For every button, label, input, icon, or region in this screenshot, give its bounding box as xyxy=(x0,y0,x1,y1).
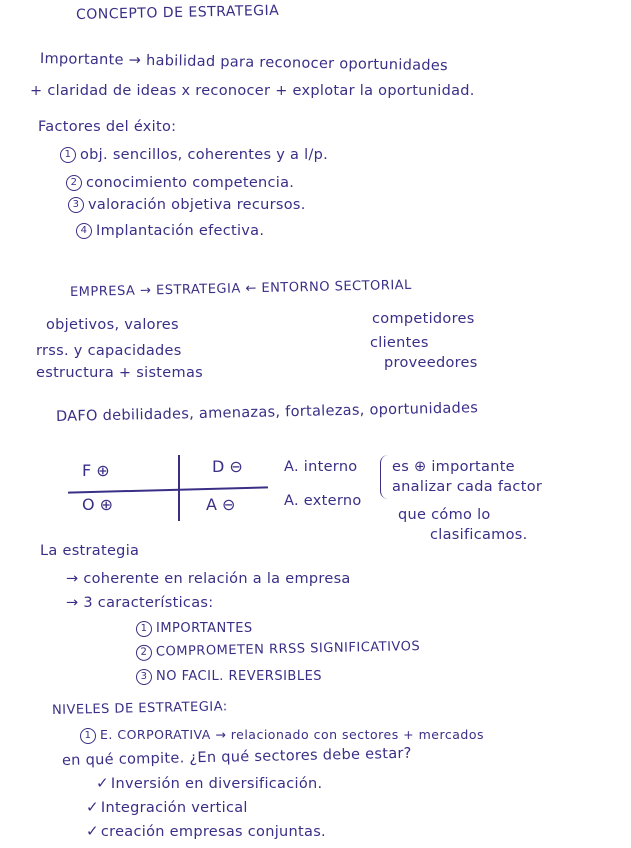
check-item-1 xyxy=(96,774,322,793)
empresa-left-2: rrss. y capacidades xyxy=(36,343,182,359)
dafo-cell-fortalezas: F ⊕ xyxy=(82,461,110,480)
factor-item-2 xyxy=(66,174,294,192)
dafo-vertical-line xyxy=(178,455,180,521)
number-circle-icon: 1 xyxy=(60,147,76,163)
empresa-right-1: competidores xyxy=(372,311,475,327)
niveles-item-text: E. CORPORATIVA → relacionado con sectores + mercados xyxy=(100,727,484,742)
factor-text: Implantación efectiva. xyxy=(96,223,265,239)
checkmark-icon: ✓ xyxy=(96,774,109,792)
dafo-note-3: que cómo lo xyxy=(398,507,491,523)
check-item-3 xyxy=(86,822,326,841)
factor-item-4 xyxy=(76,222,264,240)
dafo-cell-oportunidades: O ⊕ xyxy=(82,495,114,514)
empresa-header: EMPRESA → ESTRATEGIA ← ENTORNO SECTORIAL xyxy=(69,277,412,300)
factor-item-1 xyxy=(60,146,328,164)
empresa-left-3: estructura + sistemas xyxy=(36,365,203,381)
factor-text: conocimiento competencia. xyxy=(86,175,295,191)
check-text: Integración vertical xyxy=(100,800,248,816)
check-text: creación empresas conjuntas. xyxy=(100,824,326,840)
factor-text: obj. sencillos, coherentes y a l/p. xyxy=(80,147,329,163)
checkmark-icon: ✓ xyxy=(86,798,99,816)
page-title: CONCEPTO DE ESTRATEGIA xyxy=(75,2,280,23)
number-circle-icon: 1 xyxy=(136,621,152,637)
empresa-right-2: clientes xyxy=(370,335,429,351)
dafo-note-4: clasificamos. xyxy=(430,527,528,543)
estrategia-item-3 xyxy=(136,668,322,686)
dafo-interno-label: A. interno xyxy=(284,459,358,475)
intro-line-2: + claridad de ideas x reconocer + explotar la oportunidad. xyxy=(30,83,475,99)
number-circle-icon: 3 xyxy=(68,197,84,213)
estrategia-item-2 xyxy=(136,638,421,662)
number-circle-icon: 2 xyxy=(66,175,82,191)
estrategia-heading: La estrategia xyxy=(40,543,140,559)
number-circle-icon: 4 xyxy=(76,223,92,239)
dafo-horizontal-line xyxy=(68,486,268,493)
number-circle-icon: 1 xyxy=(80,728,96,744)
niveles-item-1 xyxy=(80,726,484,744)
dafo-externo-label: A. externo xyxy=(284,493,362,509)
empresa-left-1: objetivos, valores xyxy=(46,317,179,333)
estrategia-line-1: → coherente en relación a la empresa xyxy=(66,571,351,587)
estrategia-item-1 xyxy=(136,620,253,638)
dafo-cell-amenazas: A ⊖ xyxy=(206,495,236,514)
check-item-2 xyxy=(86,798,248,817)
factors-heading: Factores del éxito: xyxy=(38,119,177,135)
check-text: Inversión en diversificación. xyxy=(110,776,323,792)
intro-line-1: Importante → habilidad para reconocer oportunidades xyxy=(39,51,449,75)
brace-symbol xyxy=(380,455,391,499)
estrategia-item-text: NO FACIL. REVERSIBLES xyxy=(156,669,323,684)
number-circle-icon: 2 xyxy=(136,644,152,660)
estrategia-line-2: → 3 características: xyxy=(66,595,214,611)
estrategia-item-text: COMPROMETEN RRSS SIGNIFICATIVOS xyxy=(155,639,421,660)
number-circle-icon: 3 xyxy=(136,669,152,685)
dafo-matrix xyxy=(68,455,273,525)
niveles-question: en qué compite. ¿En qué sectores debe estar? xyxy=(61,745,412,769)
checkmark-icon: ✓ xyxy=(86,822,99,840)
estrategia-item-text: IMPORTANTES xyxy=(156,621,253,636)
dafo-note-1: es ⊕ importante xyxy=(392,459,515,475)
dafo-heading: DAFO debilidades, amenazas, fortalezas, oportunidades xyxy=(55,400,479,425)
factor-text: valoración objetiva recursos. xyxy=(88,197,306,213)
dafo-note-2: analizar cada factor xyxy=(392,479,543,495)
empresa-right-3: proveedores xyxy=(384,355,478,371)
factor-item-3 xyxy=(68,196,306,214)
dafo-cell-debilidades: D ⊖ xyxy=(212,457,243,476)
niveles-heading: NIVELES DE ESTRATEGIA: xyxy=(51,699,228,718)
